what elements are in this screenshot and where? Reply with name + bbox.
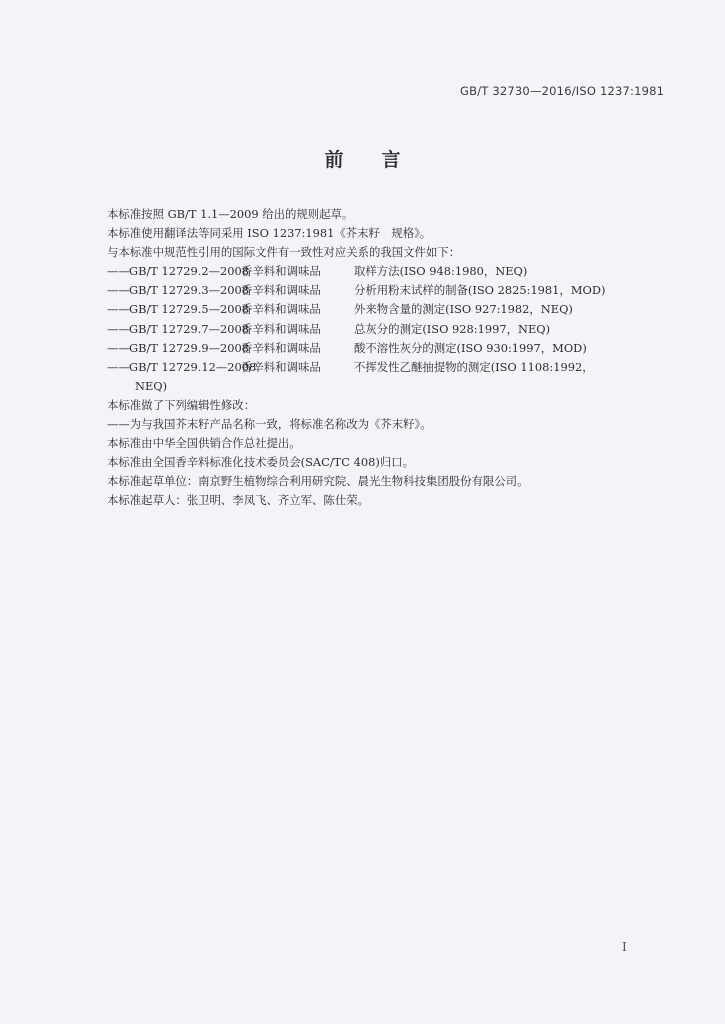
list-dash: ——	[107, 359, 130, 374]
reference-category: 香辛料和调味品	[241, 340, 321, 355]
standard-number: GB/T 32730—2016/ISO 1237:1981	[460, 84, 665, 98]
paragraph: 本标准由中华全国供销合作总社提出。	[107, 436, 301, 451]
reference-category: 香辛料和调味品	[241, 264, 321, 279]
reference-title: 总灰分的测定(ISO 928:1997，NEQ)	[354, 321, 551, 336]
paragraph: 本标准起草人：张卫明、李凤飞、齐立军、陈仕荣。	[107, 493, 369, 508]
reference-category: 香辛料和调味品	[241, 359, 321, 374]
paragraph: 本标准按照 GB/T 1.1—2009 给出的规则起草。	[107, 207, 354, 221]
reference-item	[107, 339, 667, 358]
list-dash: ——	[107, 340, 130, 355]
reference-category: 香辛料和调味品	[241, 283, 321, 298]
paragraph: 与本标准中规范性引用的国际文件有一致性对应关系的我国文件如下：	[107, 245, 461, 260]
reference-title: 外来物含量的测定(ISO 927:1982，NEQ)	[354, 302, 573, 317]
list-dash: ——	[107, 283, 130, 298]
paragraph: 本标准起草单位：南京野生植物综合利用研究院、晨光生物科技集团股份有限公司。	[107, 474, 529, 489]
reference-item	[107, 262, 667, 281]
page-number: I	[622, 940, 627, 954]
reference-code: GB/T 12729.5—2008	[129, 302, 250, 317]
list-dash: ——	[107, 264, 130, 279]
paragraph: 本标准做了下列编辑性修改：	[107, 397, 256, 412]
list-dash: ——	[107, 321, 130, 336]
reference-continuation: NEQ)	[135, 378, 168, 393]
reference-code: GB/T 12729.12—2008	[129, 359, 257, 374]
reference-code: GB/T 12729.7—2008	[129, 321, 250, 336]
reference-category: 香辛料和调味品	[241, 321, 321, 336]
reference-code: GB/T 12729.3—2008	[129, 283, 250, 298]
reference-code: GB/T 12729.2—2008	[129, 264, 250, 279]
paragraph: ——为与我国芥末籽产品名称一致，将标准名称改为《芥末籽》。	[107, 417, 432, 432]
reference-item	[107, 281, 667, 300]
reference-title: 酸不溶性灰分的测定(ISO 930:1997，MOD)	[354, 340, 587, 355]
reference-title: 取样方法(ISO 948:1980，NEQ)	[354, 264, 528, 279]
reference-item	[107, 320, 667, 339]
reference-title: 分析用粉末试样的制备(ISO 2825:1981，MOD)	[354, 283, 606, 298]
page-title: 前言	[324, 149, 439, 171]
foreword-body	[107, 205, 667, 511]
reference-item	[107, 300, 667, 319]
reference-code: GB/T 12729.9—2008	[129, 340, 250, 355]
paragraph: 本标准由全国香辛料标准化技术委员会(SAC/TC 408)归口。	[107, 455, 414, 470]
paragraph: 本标准使用翻译法等同采用 ISO 1237:1981《芥末籽 规格》。	[107, 226, 432, 241]
reference-item	[107, 358, 667, 377]
list-dash: ——	[107, 302, 130, 317]
reference-category: 香辛料和调味品	[241, 302, 321, 317]
reference-title: 不挥发性乙醚抽提物的测定(ISO 1108:1992，	[354, 359, 594, 374]
